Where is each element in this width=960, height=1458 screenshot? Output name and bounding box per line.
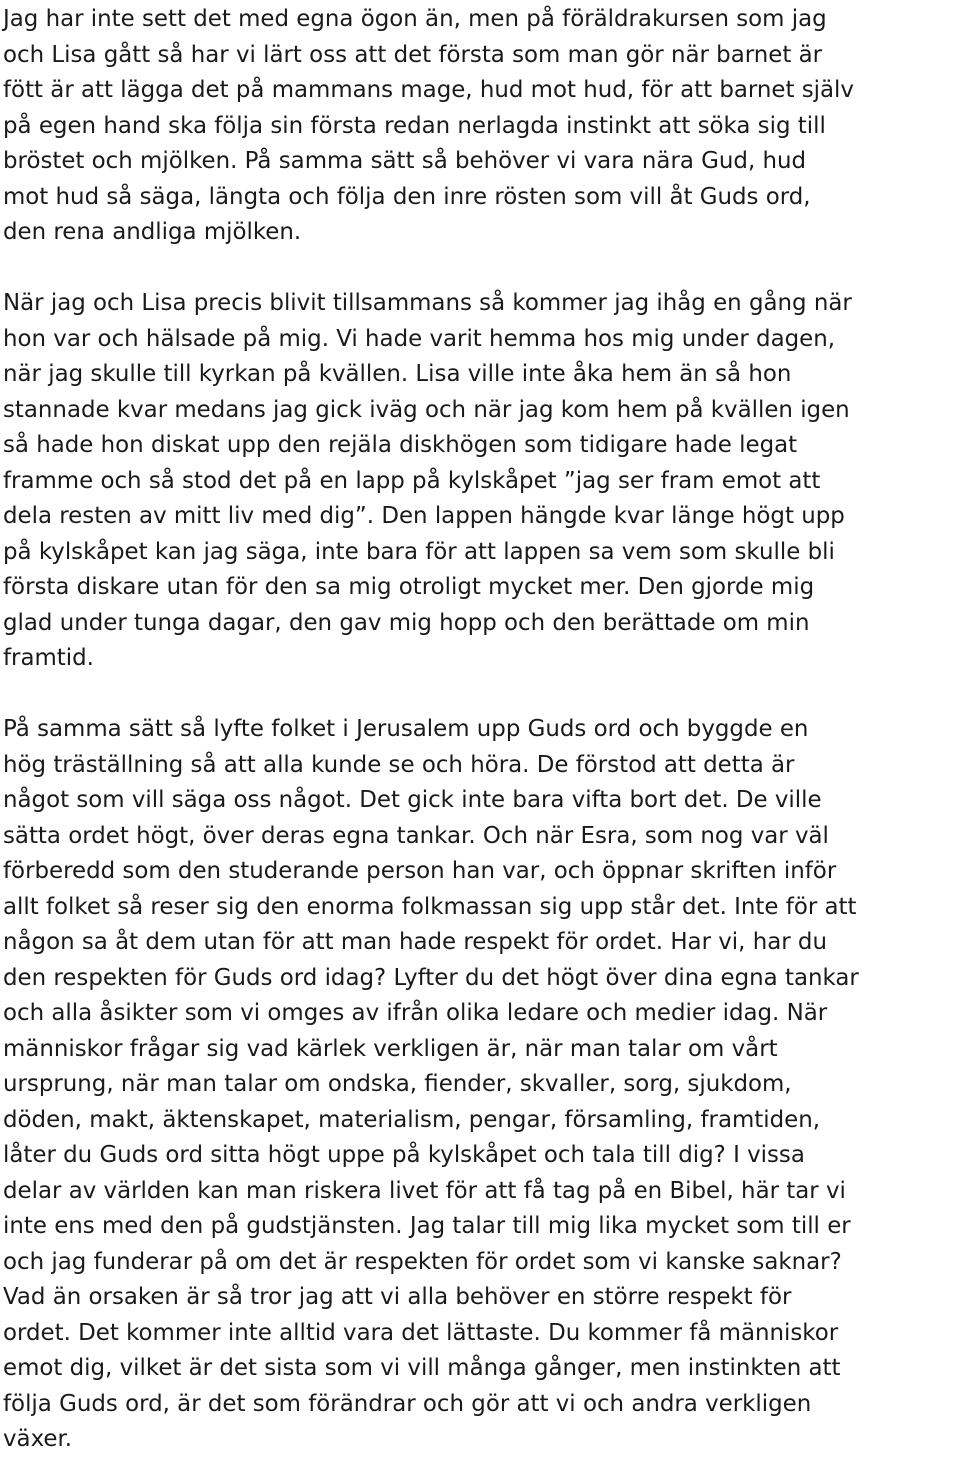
paragraph-newborn-instinct: Jag har inte sett det med egna ögon än, men på föräldrakursen som jag och Lisa gått så har vi lärt oss att det första som man gör när barnet är fött är att lägga det på mammans mage, hud mot hud, för att barnet själv på egen hand ska följa sin första redan nerlagda instinkt att söka sig till bröstet och mjölken. På samma sätt så behöver vi vara nära Gud, hud mot hud så säga, längta och följa den inre rösten som vill åt Guds ord, den rena andliga mjölken. <box>3 6 854 245</box>
paragraph-respect-for-word: På samma sätt så lyfte folket i Jerusalem upp Guds ord och byggde en hög träställning så att alla kunde se och höra. De förstod att detta är något som vill säga oss något. Det gick inte bara vifta bort det. De ville sätta ordet högt, över deras egna tankar. Och när Esra, som nog var väl förberedd som den studerande person han var, och öppnar skriften inför allt folket så reser sig den enorma folkmassan sig upp står det. Inte för att någon sa åt dem utan för att man hade respekt för ordet. Har vi, har du den respekten för Guds ord idag? Lyfter du det högt över dina egna tankar och alla åsikter som vi omges av ifrån olika ledare och medier idag. När människor frågar sig vad kärlek verkligen är, när man talar om vårt ursprung, när man talar om ondska, fiender, skvaller, sorg, sjukdom, döden, makt, äktenskapet, materialism, pengar, församling, framtiden, låter du Guds ord sitta högt uppe på kylskåpet och tala till dig? I vissa delar av världen kan man riskera livet för att få tag på en Bibel, här tar vi inte ens med den på gudstjänsten. Jag talar till mig lika mycket som till er och jag funderar på om det är respekten för ordet som vi kanske saknar? Vad än orsaken är så tror jag att vi alla behöver en större respekt för ordet. Det kommer inte alltid vara det lättaste. Du kommer få människor emot dig, vilket är det sista som vi vill många gånger, men instinkten att följa Guds ord, är det som förändrar och gör att vi och andra verkligen växer. <box>3 716 859 1452</box>
paragraph-fridge-note: När jag och Lisa precis blivit tillsammans så kommer jag ihåg en gång när hon var och hälsade på mig. Vi hade varit hemma hos mig under dagen, när jag skulle till kyrkan på kvällen. Lisa ville inte åka hem än så hon stannade kvar medans jag gick iväg och när jag kom hem på kvällen igen så hade hon diskat upp den rejäla diskhögen som tidigare hade legat framme och så stod det på en lapp på kylskåpet ”jag ser fram emot att dela resten av mitt liv med dig”. Den lappen hängde kvar länge högt upp på kylskåpet kan jag säga, inte bara för att lappen sa vem som skulle bli första diskare utan för den sa mig otroligt mycket mer. Den gjorde mig glad under tunga dagar, den gav mig hopp och den berättade om min framtid. <box>3 290 852 671</box>
document-body <box>3 2 960 1458</box>
